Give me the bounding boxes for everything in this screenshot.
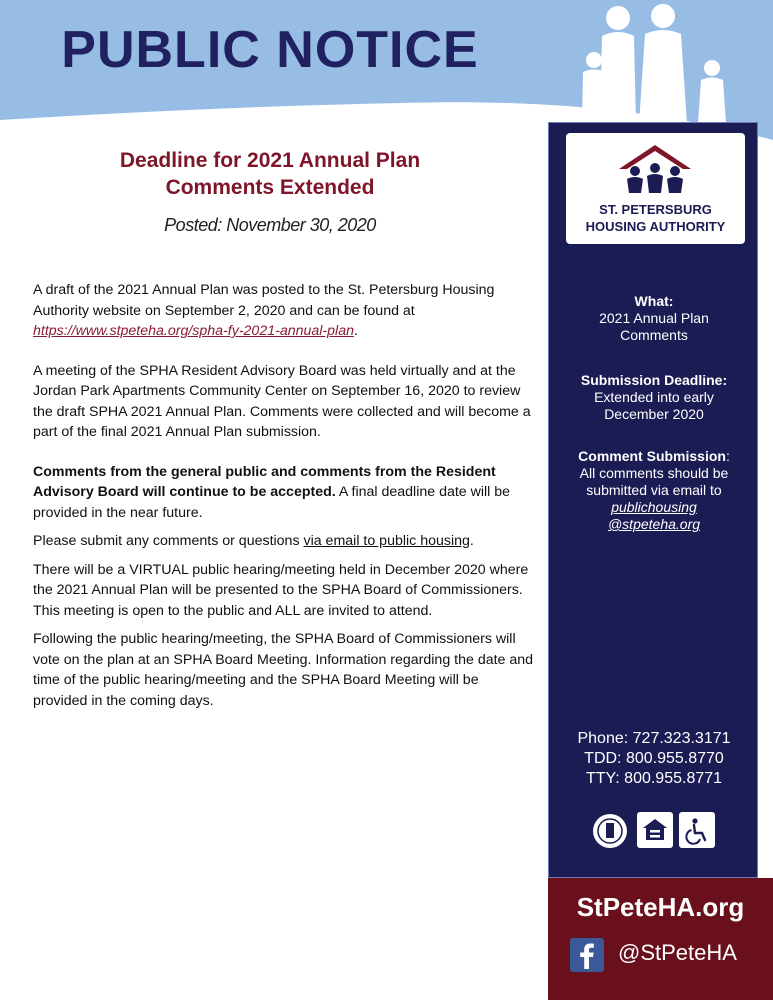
phone-number: Phone: 727.323.3171 — [577, 730, 731, 747]
paragraph-6: Following the public hearing/meeting, the SPHA Board of Commissioners will vote on the plan at an SPHA Board Meeting. Information regarding the date and time of the public hearing/meeting and the SPHA Board Meeting will be provided in the coming days. — [33, 631, 534, 709]
facebook-icon[interactable] — [570, 938, 604, 972]
what-label: What: — [634, 293, 674, 309]
paragraph-1: A draft of the 2021 Annual Plan was posted to the St. Petersburg Housing Authority website on September 2, 2020 and can be found at https://www.stpeteha.org/spha-fy-2021-annual-plan. — [33, 282, 495, 339]
hud-seal-icon — [591, 812, 629, 850]
comment-section — [554, 448, 754, 533]
contact-info — [554, 729, 754, 789]
house-logo-icon — [613, 141, 697, 207]
paragraph-3: Comments from the general public and comments from the Resident Advisory Board will continue to be accepted. A final deadline date will be provided in the near future. — [33, 463, 511, 521]
tty-number: TTY: 800.955.8771 — [585, 770, 723, 787]
website-link[interactable]: StPeteHA.org — [576, 892, 745, 922]
comment-line1: All comments should be — [579, 465, 729, 481]
equal-housing-icon — [637, 812, 673, 848]
accessibility-icon — [679, 812, 715, 848]
logo-text-line1: ST. PETERSBURG — [599, 202, 712, 217]
posted-date: Posted: November 30, 2020 — [164, 215, 376, 235]
comment-label: Comment Submission — [578, 448, 726, 464]
tdd-number: TDD: 800.955.8770 — [584, 750, 724, 767]
paragraph-4: Please submit any comments or questions via email to public housing. — [33, 533, 474, 549]
notice-body — [33, 280, 535, 711]
email-link-line1[interactable]: publichousing — [611, 499, 697, 515]
email-link-line2[interactable]: @stpeteha.org — [607, 516, 701, 532]
spha-logo — [566, 133, 745, 244]
what-line1: 2021 Annual Plan — [599, 310, 709, 326]
facebook-handle[interactable]: @StPeteHA — [618, 940, 737, 965]
what-section — [554, 293, 754, 344]
email-public-housing-link[interactable]: via email to public housing — [303, 533, 470, 549]
headline-line2: Comments Extended — [165, 176, 375, 199]
annual-plan-link[interactable]: https://www.stpeteha.org/spha-fy-2021-annual-plan — [33, 323, 354, 339]
paragraph-5: There will be a VIRTUAL public hearing/meeting held in December 2020 where the 2021 Annual Plan will be presented to the SPHA Board of Commissioners. This meeting is open to the public and ALL are invited to attend. — [33, 561, 529, 619]
deadline-label: Submission Deadline: — [580, 372, 728, 388]
deadline-line1: Extended into early — [594, 389, 714, 405]
footer-banner — [548, 878, 773, 1000]
comment-label-colon: : — [725, 448, 730, 464]
headline-line1: Deadline for 2021 Annual Plan — [119, 149, 421, 172]
what-line2: Comments — [620, 327, 688, 343]
deadline-line2: December 2020 — [604, 406, 704, 422]
family-illustration-icon — [575, 2, 740, 130]
compliance-badges — [585, 812, 725, 852]
comment-line2: submitted via email to — [586, 482, 722, 498]
logo-text-line2: HOUSING AUTHORITY — [585, 219, 726, 234]
deadline-section — [554, 372, 754, 423]
notice-headline — [40, 147, 500, 201]
paragraph-2: A meeting of the SPHA Resident Advisory Board was held virtually and at the Jordan Park Apartments Community Center on September 16, 2020 to review the draft SPHA 2021 Annual Plan. Comments were collected and will become a part of the final 2021 Annual Plan submission. — [33, 362, 531, 440]
page-title: PUBLIC NOTICE — [61, 21, 479, 79]
